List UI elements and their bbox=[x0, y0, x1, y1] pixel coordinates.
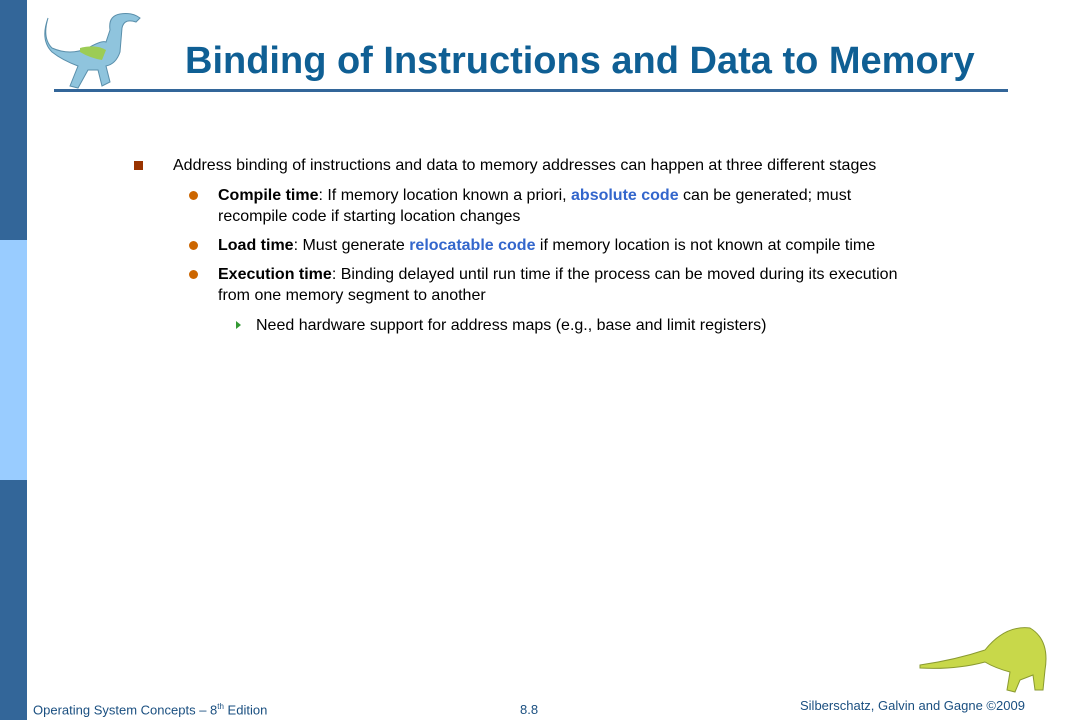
sidebar-band-middle bbox=[0, 240, 27, 480]
term-execution-time: Execution time bbox=[218, 266, 332, 283]
text: th bbox=[217, 702, 224, 711]
text: recompile code if starting location changes bbox=[218, 208, 521, 225]
footer-page-number: 8.8 bbox=[520, 702, 539, 717]
sub-bullet-hardware-support: Need hardware support for address maps (e.g., base and limit registers) bbox=[256, 317, 767, 334]
bullet-load-time bbox=[218, 235, 875, 256]
square-bullet-icon bbox=[134, 161, 143, 170]
sidebar-band-bottom bbox=[0, 480, 27, 720]
text: : If memory location known a priori, bbox=[318, 187, 572, 204]
footer-copyright: Silberschatz, Galvin and Gagne ©2009 bbox=[800, 698, 1025, 713]
bullet-address-binding: Address binding of instructions and data to memory addresses can happen at three different stages bbox=[173, 157, 877, 174]
slide-title: Binding of Instructions and Data to Memory bbox=[185, 40, 975, 82]
dinosaur-footer-icon bbox=[915, 620, 1055, 695]
bullet-execution-time bbox=[218, 264, 897, 306]
text: from one memory segment to another bbox=[218, 287, 486, 304]
text: if memory location is not known at compile time bbox=[535, 237, 876, 254]
title-underline bbox=[54, 89, 1008, 92]
highlight-relocatable-code: relocatable code bbox=[409, 237, 536, 254]
dot-bullet-icon bbox=[189, 241, 198, 250]
dot-bullet-icon bbox=[189, 270, 198, 279]
highlight-absolute-code: absolute code bbox=[571, 187, 679, 204]
term-load-time: Load time bbox=[218, 237, 294, 254]
sidebar-band-top bbox=[0, 0, 27, 240]
dot-bullet-icon bbox=[189, 191, 198, 200]
text: can be generated; must bbox=[678, 187, 852, 204]
text: : Must generate bbox=[293, 237, 410, 254]
text: : Binding delayed until run time if the process can be moved during its execution bbox=[331, 266, 898, 283]
triangle-bullet-icon bbox=[236, 321, 241, 329]
bullet-compile-time bbox=[218, 185, 851, 227]
dinosaur-logo-icon bbox=[40, 8, 165, 90]
term-compile-time: Compile time bbox=[218, 187, 319, 204]
text: Edition bbox=[223, 702, 268, 718]
footer-book-title bbox=[33, 702, 267, 717]
text: Operating System Concepts – 8 bbox=[33, 702, 218, 718]
